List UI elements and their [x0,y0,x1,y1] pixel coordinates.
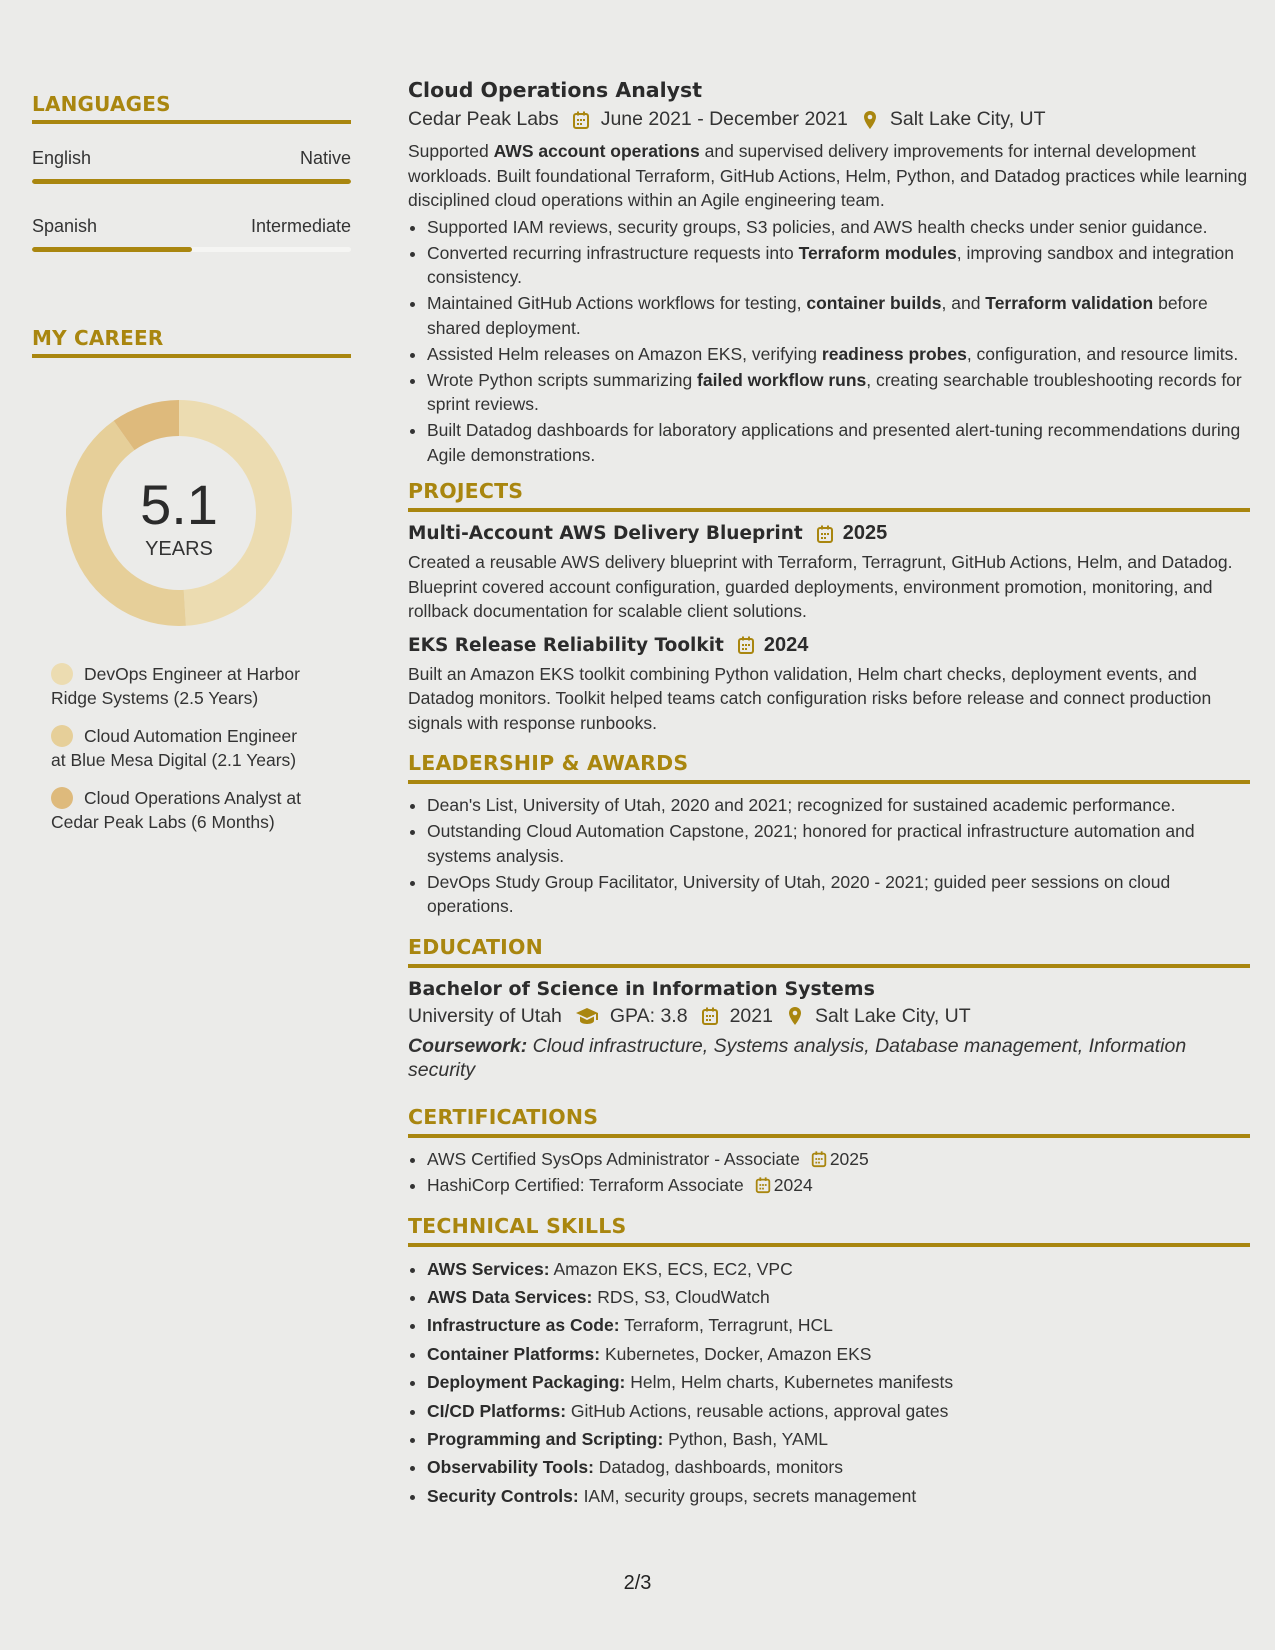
language-bar-fill [32,247,192,252]
school-name: University of Utah [408,1004,562,1027]
education-section [408,935,1250,1083]
certification-item [427,1147,1250,1172]
languages-section [32,92,351,252]
text: Helm, Helm charts, Kubernetes manifests [625,1372,954,1393]
coursework [408,1034,1250,1083]
job-location: Salt Lake City, UT [889,108,1046,130]
text: , improving sandbox and integration consistency. [427,242,1235,287]
language-level: Intermediate [250,216,351,236]
calendar-icon [815,524,835,544]
languages-title: LANGUAGES [32,92,351,124]
job-bullet [427,368,1250,417]
project-year: 2025 [842,522,888,544]
certifications-title: CERTIFICATIONS [408,1105,1250,1138]
calendar-icon [810,1150,828,1168]
certification-item [427,1173,1250,1198]
projects-title: PROJECTS [408,479,1250,512]
bold-text: AWS Services: [427,1258,550,1279]
certifications-section [408,1105,1250,1198]
text: IAM, security groups, secrets management [578,1485,917,1506]
job-company: Cedar Peak Labs [408,108,559,130]
legend-dot [51,663,73,685]
career-title: MY CAREER [32,326,351,358]
skill-item [427,1256,1250,1283]
graduation-year: 2021 [729,1004,773,1027]
language-bar [32,179,351,184]
bold-text: CI/CD Platforms: [427,1400,567,1421]
sidebar [32,92,351,848]
calendar-icon [736,635,756,655]
calendar-icon [571,110,591,130]
awards-list [427,793,1250,919]
legend-item [51,662,351,710]
job-bullet [427,215,1250,240]
text: , and [941,293,986,313]
certifications-list [427,1147,1250,1198]
text: and supervised delivery improvements for internal development workloads. Built foundational Terraform, GitHub Actions, Helm, Python, and Datadog practices while learning disciplined cloud operations within an Agile engineering team. [408,141,1248,210]
education-title: EDUCATION [408,935,1250,968]
text: Assisted Helm releases on Amazon EKS, verifying [427,343,822,364]
skill-item [427,1284,1250,1311]
text: Amazon EKS, ECS, EC2, VPC [549,1258,793,1279]
bold-text: container builds [806,293,942,313]
text: Terraform, Terragrunt, HCL [619,1315,833,1336]
language-level: Native [299,148,351,168]
text: Converted recurring infrastructure requests into [427,242,799,263]
job-bullets [427,215,1250,468]
job-dates: June 2021 - December 2021 [600,108,848,130]
school-location: Salt Lake City, UT [814,1004,971,1027]
legend-label: Ridge Systems (2.5 Years) [51,688,259,708]
legend-label: Cloud Automation Engineer [84,726,298,746]
text: Maintained GitHub Actions workflows for testing, [427,293,807,313]
text: RDS, S3, CloudWatch [592,1286,770,1307]
text: Supported IAM reviews, security groups, S3 policies, and AWS health checks under senior guidance. [427,216,1208,237]
text: Wrote Python scripts summarizing [427,369,698,390]
skill-item [427,1483,1250,1510]
awards-section [408,751,1250,919]
legend-label: at Blue Mesa Digital (2.1 Years) [51,750,297,770]
bold-text: failed workflow runs [697,369,867,390]
career-legend [51,662,351,834]
job-bullet [427,241,1250,290]
award-item: • Outstanding Cloud Automation Capstone, 2021; honored for practical infrastructure automation and systems analysis. [427,819,1250,868]
text: before shared deployment. [427,293,1208,338]
bold-text: Container Platforms: [427,1343,601,1364]
award-item: • Dean's List, University of Utah, 2020 and 2021; recognized for sustained academic performance. [427,793,1250,818]
bold-text: Observability Tools: [427,1457,594,1478]
skill-item [427,1398,1250,1425]
legend-item [51,786,351,834]
bold-text: Deployment Packaging: [427,1372,626,1393]
calendar-icon [700,1006,720,1026]
certification-name: HashiCorp Certified: Terraform Associate [427,1175,744,1195]
experience-entry [408,78,1250,467]
job-bullet [427,342,1250,367]
text: Python, Bash, YAML [663,1428,829,1449]
projects-section [408,479,1250,735]
calendar-icon [754,1176,772,1194]
legend-label: Cloud Operations Analyst at [84,788,301,808]
language-bar-fill [32,179,351,184]
award-item: • DevOps Study Group Facilitator, University of Utah, 2020 - 2021; guided peer sessions on cloud operations. [427,870,1250,919]
text: Kubernetes, Docker, Amazon EKS [600,1343,872,1364]
skill-item [427,1426,1250,1453]
bold-text: Programming and Scripting: [427,1428,664,1449]
legend-label: DevOps Engineer at Harbor [84,664,300,684]
degree: Bachelor of Science in Information Systems [408,977,875,1000]
legend-label: Cedar Peak Labs (6 Months) [51,812,275,832]
text: , creating searchable troubleshooting records for sprint reviews. [427,369,1242,414]
skill-item [427,1312,1250,1339]
job-bullet [427,418,1250,467]
project-description: Built an Amazon EKS toolkit combining Python validation, Helm chart checks, deployment events, and Datadog monitors. Toolkit helped teams catch configuration risks before release and connect production signals with response runbooks. [408,663,1212,733]
coursework-list: Cloud infrastructure, Systems analysis, Database management, Information security [408,1034,1187,1081]
project-item [408,634,1250,736]
bold-text: AWS account operations [493,141,700,161]
bold-text: AWS Data Services: [427,1286,593,1307]
language-item [32,148,351,184]
map-pin-icon [860,110,880,130]
job-bullet [427,291,1250,340]
gpa: GPA: 3.8 [609,1004,688,1027]
project-year: 2024 [763,633,809,656]
graduation-cap-icon [574,1006,600,1026]
job-summary [408,139,1250,213]
skills-section [408,1214,1250,1510]
career-total: 5.1 [140,473,218,536]
bold-text: Terraform modules [798,242,957,263]
page-number: 2/3 [623,1572,652,1594]
certification-name: AWS Certified SysOps Administrator - Associate [427,1148,800,1169]
language-name: Spanish [32,216,98,236]
project-item [408,522,1250,624]
legend-dot [51,725,73,747]
bold-text: Infrastructure as Code: [427,1315,620,1336]
awards-title: LEADERSHIP & AWARDS [408,751,1250,784]
bold-text: Terraform validation [985,293,1154,313]
text: Supported [408,141,494,161]
career-unit: YEARS [145,538,213,560]
map-pin-icon [785,1006,805,1026]
certification-year: 2024 [773,1175,813,1195]
legend-item [51,724,351,772]
legend-dot [51,787,73,809]
job-meta [408,108,1250,131]
bold-text: Security Controls: [427,1485,579,1506]
skills-list [427,1256,1250,1510]
skill-item [427,1369,1250,1396]
text: Built Datadog dashboards for laboratory applications and presented alert-tuning recommendations during Agile demonstrations. [427,420,1241,465]
career-donut-chart [66,400,292,626]
education-meta [408,1005,1250,1028]
project-name: EKS Release Reliability Toolkit [408,634,724,656]
bold-text: readiness probes [821,343,967,364]
skill-item [427,1341,1250,1368]
job-title: Cloud Operations Analyst [408,78,703,102]
main-content [408,78,1250,1511]
certification-year: 2025 [829,1148,869,1169]
text: Datadog, dashboards, monitors [593,1457,843,1478]
career-section [32,326,351,834]
text: , configuration, and resource limits. [966,343,1239,364]
skill-item [427,1454,1250,1481]
language-item [32,216,351,252]
text: GitHub Actions, reusable actions, approval gates [566,1400,949,1421]
language-bar [32,247,351,252]
project-description: Created a reusable AWS delivery blueprint with Terraform, Terragrunt, GitHub Actions, Helm, and Datadog. Blueprint covered account configuration, guarded deployments, environment promotion, monitoring, and rollback documentation for scalable client solutions. [408,552,1233,621]
project-name: Multi-Account AWS Delivery Blueprint [408,523,803,544]
language-name: English [32,148,92,168]
coursework-label: Coursework: [408,1034,528,1057]
skills-title: TECHNICAL SKILLS [408,1214,1250,1247]
